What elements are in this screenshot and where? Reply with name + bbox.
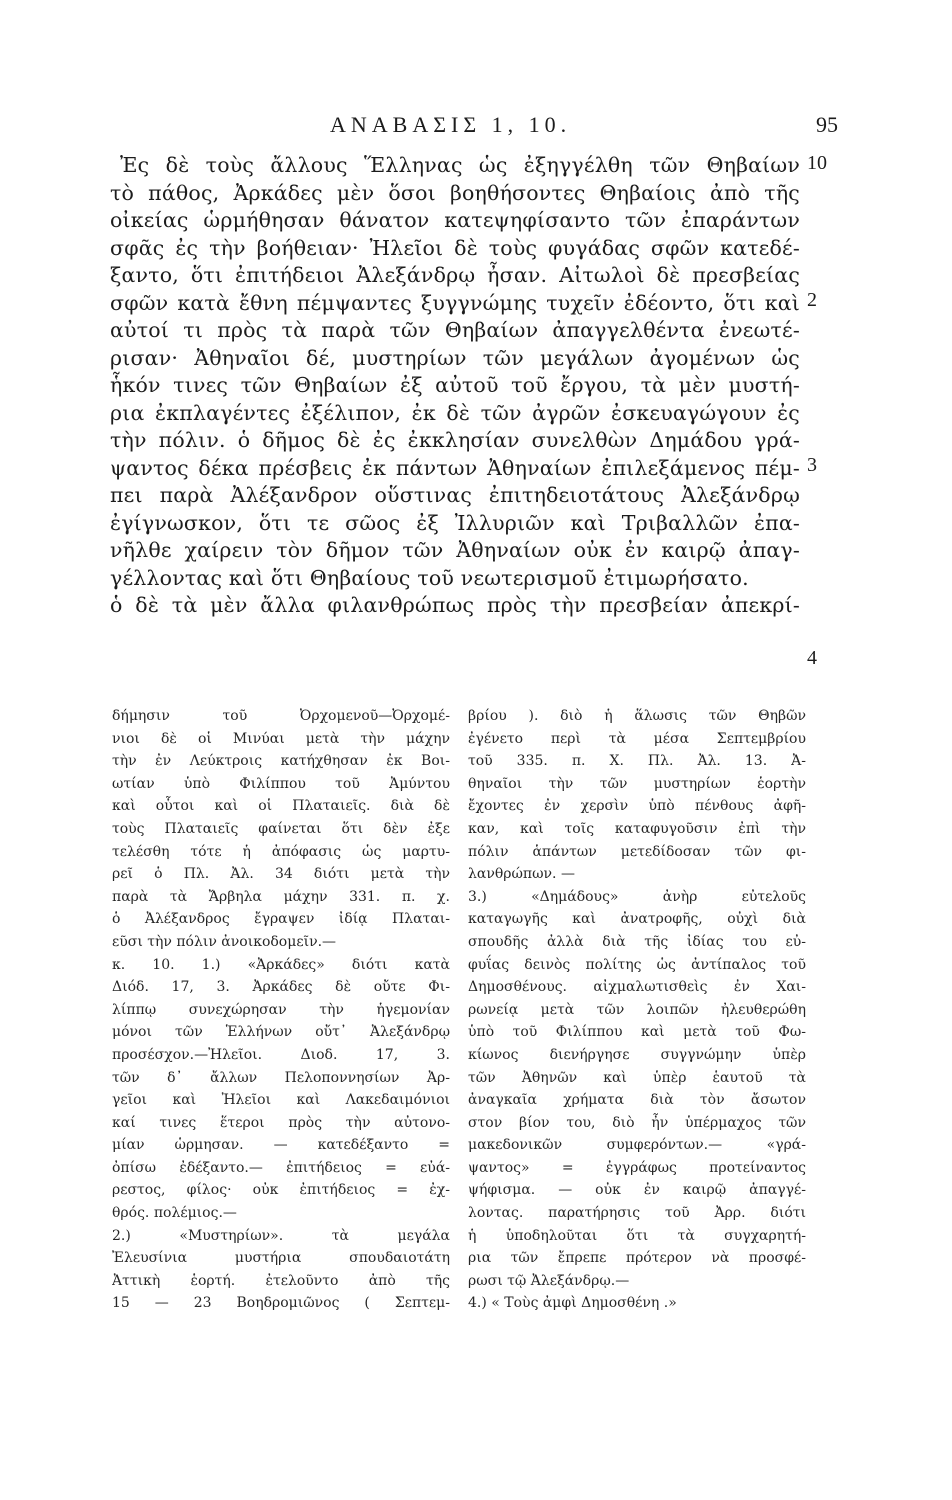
note-line: τοῦ 335. π. Χ. Πλ. Ἀλ. 13. Ἀ- bbox=[468, 753, 806, 770]
note-line: θρός. πολέμιος.— bbox=[112, 1205, 237, 1222]
main-text-line: νῆλθε χαίρειν τὸν δῆμον τῶν Ἀθηναίων οὐκ ἐν καιρῷ ἀπαγ- bbox=[110, 538, 800, 562]
note-line: ὀπίσω ἐδέξαντο.— ἐπιτήδειος = εὐά- bbox=[112, 1159, 450, 1176]
note-line: φυΐας δεινὸς πολίτης ὡς ἀντίπαλος τοῦ bbox=[468, 956, 806, 973]
main-text-line: αὐτοί τι πρὸς τὰ παρὰ τῶν Θηβαίων ἀπαγγελθέντα ἐνεωτέ- bbox=[110, 318, 800, 342]
note-line: εῦσι τὴν πόλιν ἀνοικοδομεῖν.— bbox=[112, 933, 337, 950]
note-line: σπουδῆς ἀλλὰ διὰ τῆς ἰδίας του εὐ- bbox=[468, 933, 806, 950]
note-line: τῶν Ἀθηνῶν καὶ ὑπὲρ ἑαυτοῦ τὰ bbox=[468, 1069, 806, 1086]
note-line: 2.) «Μυστηρίων». τὰ μεγάλα bbox=[112, 1227, 450, 1244]
note-line: Ἐλευσίνια μυστήρια σπουδαιοτάτη bbox=[112, 1250, 450, 1267]
note-line: ρεστος, φίλος· οὐκ ἐπιτήδειος = ἐχ- bbox=[112, 1182, 450, 1199]
note-line: τῶν δ᾽ ἄλλων Πελοποννησίων Ἀρ- bbox=[112, 1069, 450, 1086]
note-line: καταγωγῆς καὶ ἀνατροφῆς, οὐχὶ διὰ bbox=[468, 911, 806, 928]
note-line: προσέσχον.—Ἠλεῖοι. Διοδ. 17, 3. bbox=[112, 1046, 450, 1063]
main-text-line: ξαντο, ὅτι ἐπιτήδειοι Ἀλεξάνδρῳ ἦσαν. Αἰτωλοὶ δὲ πρεσβείας bbox=[110, 263, 800, 287]
margin-section-number: 10 bbox=[807, 152, 827, 174]
note-line: ἐγένετο περὶ τὰ μέσα Σεπτεμβρίου bbox=[468, 730, 806, 747]
note-line: τελέσθη τότε ἡ ἀπόφασις ὡς μαρτυ- bbox=[112, 843, 450, 860]
note-line: παρὰ τὰ Ἄρβηλα μάχην 331. π. χ. bbox=[112, 888, 450, 905]
note-line: μόνοι τῶν Ἑλλήνων οὔτ᾽ Ἀλεξάνδρῳ bbox=[112, 1024, 450, 1041]
note-line: 3.) «Δημάδους» ἀνὴρ εὐτελοῦς bbox=[468, 888, 806, 905]
note-line: ὑπὸ τοῦ Φιλίππου καὶ μετὰ τοῦ Φω- bbox=[468, 1024, 806, 1041]
note-line: ἔχοντες ἐν χερσὶν ὑπὸ πένθους ἀφῆ- bbox=[468, 798, 806, 815]
note-line: Δημοσθένους. αἰχμαλωτισθεὶς ἐν Χαι- bbox=[468, 979, 806, 996]
note-line: ψαντος» = ἐγγράφως προτείναντος bbox=[468, 1159, 806, 1176]
margin-section-number: 2 bbox=[807, 289, 817, 311]
note-line: Διόδ. 17, 3. Ἀρκάδες δὲ οὔτε Φι- bbox=[112, 979, 450, 996]
note-line: δήμησιν τοῦ Ὀρχομενοῦ—Ὀρχομέ- bbox=[112, 708, 450, 724]
main-text-line: ὁ δὲ τὰ μὲν ἄλλα φιλανθρώπως πρὸς τὴν πρεσβείαν ἀπεκρί- bbox=[110, 593, 800, 617]
note-line: ρια τῶν ἔπρεπε πρότερον νὰ προσφέ- bbox=[468, 1250, 806, 1267]
note-line: Ἀττικὴ ἑορτή. ἐτελοῦντο ἀπὸ τῆς bbox=[112, 1272, 450, 1289]
note-line: ἀναγκαῖα χρήματα διὰ τὸν ἄσωτον bbox=[468, 1092, 806, 1109]
note-line: ωτίαν ὑπὸ Φιλίππου τοῦ Ἀμύντου bbox=[112, 775, 450, 792]
note-line: νιοι δὲ οἱ Μινύαι μετὰ τὴν μάχην bbox=[112, 730, 450, 747]
main-text-line: ἐγίγνωσκον, ὅτι τε σῶος ἐξ Ἰλλυριῶν καὶ Τριβαλλῶν ἐπα- bbox=[110, 510, 800, 535]
main-text-line: σφᾶς ἐς τὴν βοήθειαν· Ἠλεῖοι δὲ τοὺς φυγάδας σφῶν κατεδέ- bbox=[110, 235, 800, 260]
running-head: ΑΝΑΒΑΣΙΣ 1, 10. bbox=[330, 112, 572, 137]
note-line: λοντας. παρατήρησις τοῦ Ἀρρ. διότι bbox=[468, 1205, 806, 1222]
note-line: λίππῳ συνεχώρησαν τὴν ἡγεμονίαν bbox=[112, 1001, 450, 1018]
note-line: ρεῖ ὁ Πλ. Ἀλ. 34 διότι μετὰ τὴν bbox=[112, 866, 450, 883]
main-text bbox=[110, 152, 827, 669]
commentary-notes bbox=[112, 705, 806, 1345]
note-line: λανθρώπων. — bbox=[468, 866, 575, 883]
note-line: κ. 10. 1.) «Ἀρκάδες» διότι κατὰ bbox=[112, 956, 450, 973]
note-line: θηναῖοι τὴν τῶν μυστηρίων ἑορτὴν bbox=[468, 775, 806, 792]
note-line: ἡ ὑποδηλοῦται ὅτι τὰ συγχαρητή- bbox=[468, 1227, 806, 1244]
note-line: καὶ οὗτοι καὶ οἱ Πλαταιεῖς. διὰ δὲ bbox=[112, 798, 450, 815]
main-text-line: οἰκείας ὡρμήθησαν θάνατον κατεψηφίσαντο τῶν ἐπαράντων bbox=[110, 208, 800, 232]
note-line: καν, καὶ τοῖς καταφυγοῦσιν ἐπὶ τὴν bbox=[468, 820, 806, 837]
note-line: μακεδονικῶν συμφερόντων.— «γρά- bbox=[468, 1137, 806, 1154]
note-line: τοὺς Πλαταιεῖς φαίνεται ὅτι δὲν ἐξε bbox=[112, 820, 450, 837]
main-text-line: Ἐς δὲ τοὺς ἄλλους Ἕλληνας ὡς ἐξηγγέλθη τῶν Θηβαίων bbox=[120, 153, 800, 177]
note-line: στον βίον του, διὸ ἦν ὑπέρμαχος τῶν bbox=[468, 1114, 806, 1131]
note-line: πόλιν ἁπάντων μετεδίδοσαν τῶν φι- bbox=[468, 843, 806, 860]
note-line: 15 — 23 Βοηδρομιῶνος ( Σεπτεμ- bbox=[112, 1295, 450, 1312]
margin-section-number: 4 bbox=[807, 647, 817, 669]
notes-right-column bbox=[468, 705, 806, 1315]
main-text-line: ρια ἐκπλαγέντες ἐξέλιπον, ἐκ δὲ τῶν ἀγρῶν ἐσκευαγώγουν ἐς bbox=[110, 400, 800, 425]
margin-section-number: 3 bbox=[807, 454, 817, 476]
note-line: κίωνος διενήργησε συγγνώμην ὑπὲρ bbox=[468, 1046, 806, 1063]
note-line: βρίου ). διὸ ἡ ἅλωσις τῶν Θηβῶν bbox=[468, 708, 806, 724]
note-line: ὁ Ἀλέξανδρος ἔγραψεν ἰδίᾳ Πλαται- bbox=[112, 911, 450, 928]
page-number: 95 bbox=[816, 112, 838, 137]
note-line: γεῖοι καὶ Ἠλεῖοι καὶ Λακεδαιμόνιοι bbox=[112, 1092, 450, 1109]
note-line: 4.) « Τοὺς ἀμφὶ Δημοσθένη .» bbox=[468, 1295, 677, 1312]
note-line: ρωνείᾳ μετὰ τῶν λοιπῶν ἠλευθερώθη bbox=[468, 1001, 806, 1018]
note-line: ρωσι τῷ Ἀλεξάνδρῳ.— bbox=[468, 1272, 630, 1289]
note-line: τὴν ἐν Λεύκτροις κατήχθησαν ἐκ Βοι- bbox=[112, 753, 450, 770]
main-text-line: τὸ πάθος, Ἀρκάδες μὲν ὅσοι βοηθήσοντες Θηβαίοις ἀπὸ τῆς bbox=[110, 180, 800, 205]
main-text-line: πει παρὰ Ἀλέξανδρον οὕστινας ἐπιτηδειοτάτους Ἀλεξάνδρῳ bbox=[110, 483, 800, 507]
note-line: καί τινες ἕτεροι πρὸς τὴν αὐτονο- bbox=[112, 1114, 450, 1131]
main-text-line: γέλλοντας καὶ ὅτι Θηβαίους τοῦ νεωτερισμοῦ ἐτιμωρήσατο. bbox=[110, 565, 749, 590]
main-text-line: ἧκόν τινες τῶν Θηβαίων ἐξ αὐτοῦ τοῦ ἔργου, τὰ μὲν μυστή- bbox=[110, 373, 800, 397]
main-text-line: ρισαν· Ἀθηναῖοι δέ, μυστηρίων τῶν μεγάλων ἀγομένων ὡς bbox=[110, 345, 800, 370]
main-text-line: τὴν πόλιν. ὁ δῆμος δὲ ἐς ἐκκλησίαν συνελθὼν Δημάδου γρά- bbox=[110, 428, 800, 452]
main-text-line: σφῶν κατὰ ἔθνη πέμψαντες ξυγγνώμης τυχεῖν ἐδέοντο, ὅτι καὶ bbox=[110, 290, 800, 315]
main-text-line: ψαντος δέκα πρέσβεις ἐκ πάντων Ἀθηναίων ἐπιλεξάμενος πέμ- bbox=[110, 455, 800, 480]
notes-left-column bbox=[112, 705, 450, 1315]
note-line: μίαν ὡρμησαν. — κατεδέξαντο = bbox=[112, 1137, 450, 1154]
note-line: ψήφισμα. — οὐκ ἐν καιρῷ ἀπαγγέ- bbox=[468, 1182, 806, 1199]
